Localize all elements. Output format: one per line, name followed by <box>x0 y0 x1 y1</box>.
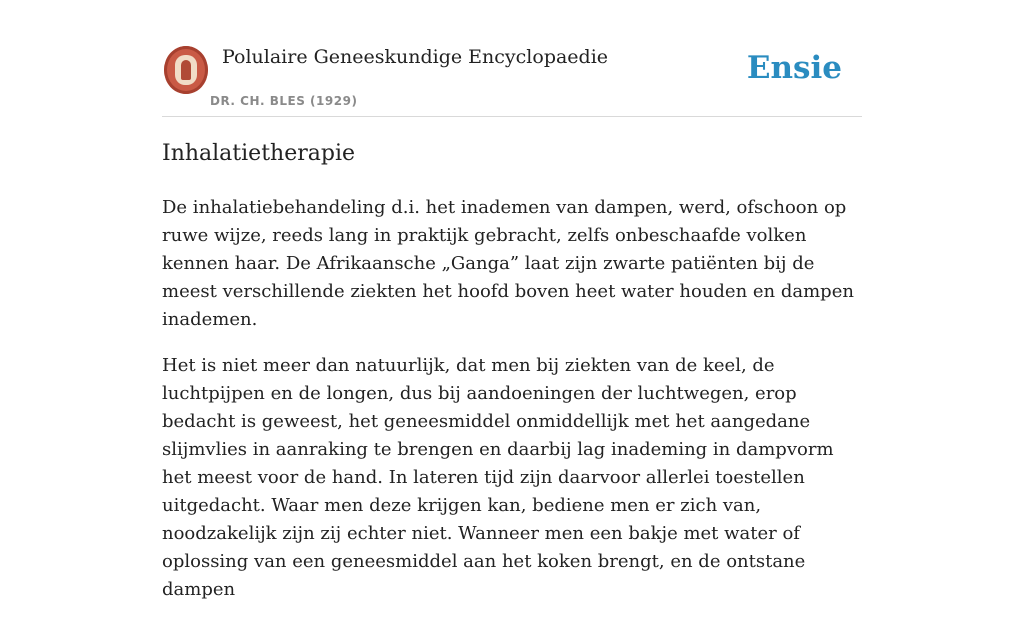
logo-figure <box>181 60 191 80</box>
article-content <box>162 138 862 622</box>
brand-logo-link[interactable]: Ensie <box>746 50 842 86</box>
header <box>162 40 862 117</box>
article-paragraph-1: De inhalatiebehandeling d.i. het inademen van dampen, werd, ofschoon op ruwe wijze, reeds lang in praktijk gebracht, zelfs onbeschaafde volken kennen haar. De Afrikaansche „Ganga” laat zijn zwarte patiënten bij de meest verschillende ziekten het hoofd boven heet water houden en dampen inademen. <box>162 197 854 330</box>
article-title: Inhalatietherapie <box>162 141 355 166</box>
article-paragraph-2: Het is niet meer dan natuurlijk, dat men bij ziekten van de keel, de luchtpijpen en de longen, dus bij aandoeningen der luchtwegen, erop bedacht is geweest, het geneesmiddel onmiddellijk met het aangedane slijmvlies in aanraking te brengen en daarbij lag inademing in dampvorm het meest voor de hand. In lateren tijd zijn daarvoor allerlei toestellen uitgedacht. Waar men deze krijgen kan, bediene men er zich van, noodzakelijk zijn zij echter niet. Wanneer men een bakje met water of oplossing van een geneesmiddel aan het koken brengt, en de ontstane dampen <box>162 355 834 600</box>
book-cover-icon[interactable] <box>164 46 208 94</box>
book-author: DR. CH. BLES (1929) <box>210 94 358 108</box>
book-title[interactable]: Polulaire Geneeskundige Encyclopaedie <box>222 46 609 68</box>
